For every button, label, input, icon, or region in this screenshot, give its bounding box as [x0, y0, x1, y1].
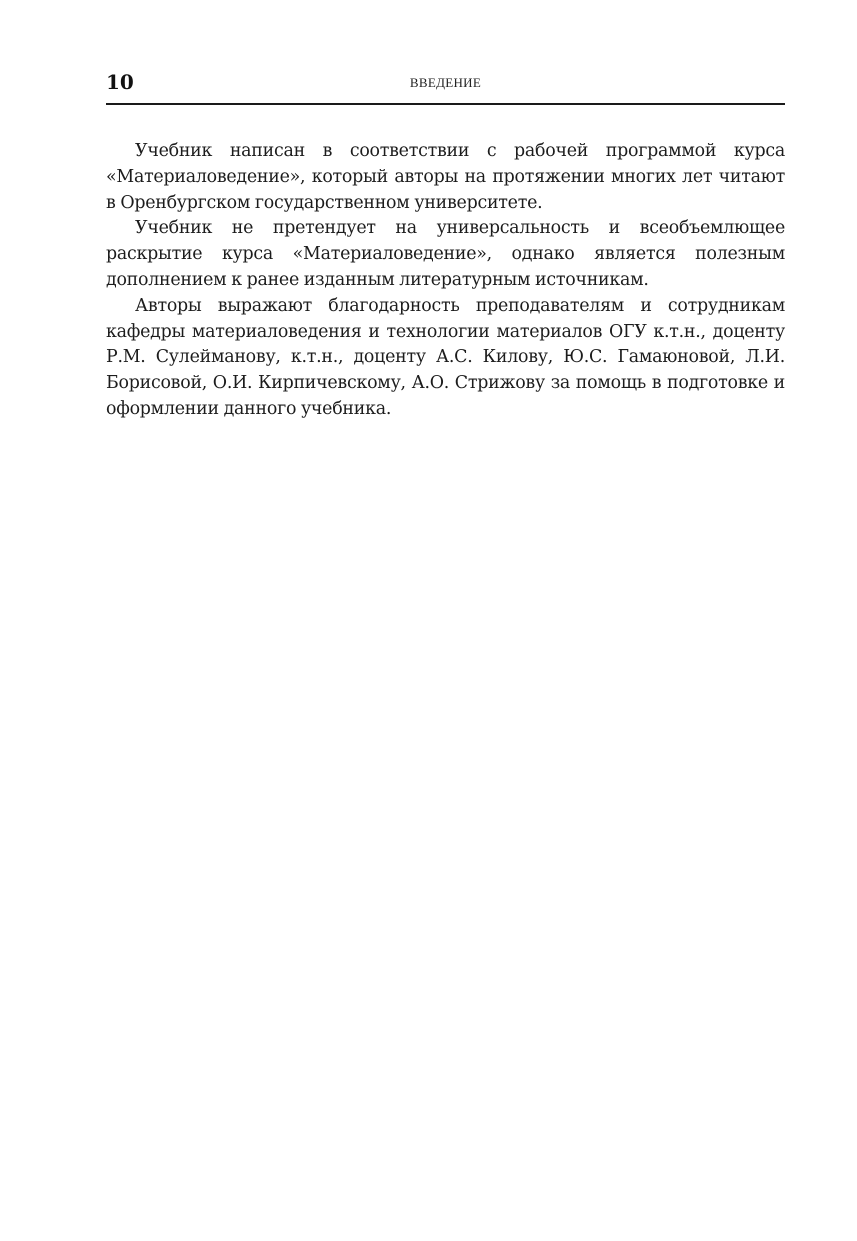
paragraph-2: Учебник не претендует на универсальность и всеобъемлющее раскрытие курса «Материаловедение», однако является полезным дополнением к ранее изданным литературным источникам. [106, 218, 785, 290]
body-text [106, 139, 785, 423]
paragraph-1: Учебник написан в соответствии с рабочей программой курса «Материаловедение», который авторы на протяжении многих лет читают в Оренбургском государственном университете. [106, 141, 785, 213]
document-page [106, 0, 785, 1241]
page-number: 10 [106, 70, 134, 94]
section-title: ВВЕДЕНИЕ [409, 75, 482, 90]
running-header [106, 68, 785, 96]
paragraph-3: Авторы выражают благодарность преподавателям и сотрудникам кафедры материаловедения и технологии материалов ОГУ к.т.н., доценту Р.М. Сулейманову, к.т.н., доценту А.С. Килову, Ю.С. Гамаюновой, Л.И. Борисовой, О.И. Кирпичевскому, А.О. Стрижову за помощь в подготовке и оформлении данного учебника. [106, 295, 785, 419]
header-rule [106, 103, 785, 105]
